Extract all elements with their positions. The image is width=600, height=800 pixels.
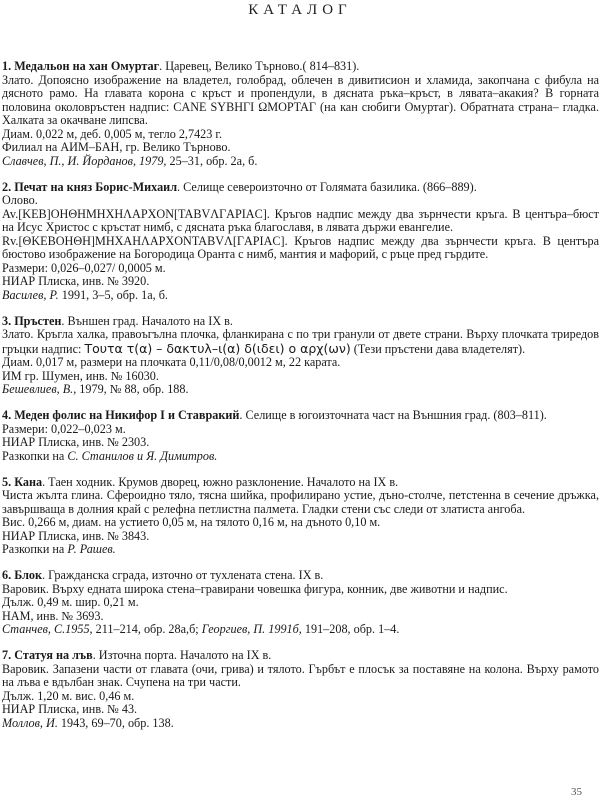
entry-heading: 5. Кана. Таен ходник. Крумов дворец, южно разклонение. Началото на IX в. xyxy=(2,474,399,489)
entry-location: НИАР Плиска, инв. № 43. xyxy=(2,702,138,716)
entry-description-obverse: Av.[KEB]OHΘHMHXHΛAPXON[TABVΛΓAPIAC]. Кръгов надпис между два зърнчести кръга. В центъра–бюст на Исус Христос с кръстат нимб, с дясната ръка благославя, в лявата държи евангелие. xyxy=(2,206,599,234)
entry-dimensions: Дълж. 0,49 м. шир. 0,21 м. xyxy=(2,595,139,609)
entry-heading: 3. Пръстен. Външен град. Началото на IX в. xyxy=(2,313,233,328)
catalog-entry-4 xyxy=(2,409,599,463)
entry-reference: Разкопки на Р. Рашев. xyxy=(2,542,116,556)
catalog-entries xyxy=(2,60,599,743)
catalog-entry-5 xyxy=(2,476,599,557)
entry-heading: 4. Меден фолис на Никифор I и Ставракий. Селище в югоизточната част на Външния град. (803–811). xyxy=(2,408,547,422)
entry-description-reverse: Rv.[ΘKEBOHΘH]MHXAHΛAPXONTABVΛ[ΓAPIAC]. Кръгов надпис между два зърнчести кръга. В центъра бюстово изображение на Богородица Оранта с нимб, мантия и мафорий, с ръце пред гърдите. xyxy=(2,233,599,261)
entry-reference: Моллов, И. 1943, 69–70, обр. 138. xyxy=(2,715,174,730)
entry-heading: 2. Печат на княз Борис-Михаил. Селище североизточно от Голямата базилика. (866–889). xyxy=(2,179,477,194)
entry-description: Варовик. Върху едната широка стена–гравирани човешка фигура, конник, две животни и надпис. xyxy=(2,581,508,596)
entry-reference: Станчев, С.1955, 211–214, обр. 28а,б; Георгиев, П. 1991б, 191–208, обр. 1–4. xyxy=(2,622,400,636)
catalog-entry-1 xyxy=(2,60,599,168)
entry-dimensions: Диам. 0,022 м, деб. 0,005 м, тегло 2,7423 г. xyxy=(2,126,223,141)
entry-reference: Разкопки на С. Станилов и Я. Димитров. xyxy=(2,448,218,463)
entry-location: Филиал на АИМ–БАН, гр. Велико Търново. xyxy=(2,140,231,154)
page-number: 35 xyxy=(571,786,582,798)
catalog-entry-3 xyxy=(2,315,599,397)
entry-reference: Славчев, П., И. Йорданов, 1979, 25–31, обр. 2а, б. xyxy=(2,153,258,168)
entry-heading: 6. Блок. Гражданска сграда, източно от тухлената стена. IX в. xyxy=(2,568,324,582)
entry-dimensions: Вис. 0,266 м, диам. на устието 0,05 м, на тялото 0,16 м, на дъното 0,10 м. xyxy=(2,515,381,529)
entry-location: ИМ гр. Шумен, инв. № 16030. xyxy=(2,368,159,383)
entry-dimensions: Диам. 0,017 м, размери на плочката 0,11/0,08/0,0012 м, 22 карата. xyxy=(2,355,341,369)
page-title: КАТАЛОГ xyxy=(248,2,352,18)
entry-heading: 7. Статуя на лъв. Източна порта. Началото на IX в. xyxy=(2,648,272,662)
entry-dimensions: Дълж. 1,20 м. вис. 0,46 м. xyxy=(2,688,135,703)
entry-location: НАМ, инв. № 3693. xyxy=(2,608,104,623)
catalog-entry-7 xyxy=(2,649,599,730)
catalog-entry-6 xyxy=(2,569,599,637)
entry-reference: Бешевлиев, В., 1979, № 88, обр. 188. xyxy=(2,382,189,396)
entry-dimensions: Размери: 0,022–0,023 м. xyxy=(2,421,126,436)
entry-description: Злато. Кръгла халка, правоъгълна плочка, фланкирана с по три гранули от двете страни. Върху плочката триредов гръцки надпис: Τουτα τ(α) – δακτυλ–ι(α) δ(ιδει) ο αρχ(ων) (Тези пръстени дава владетелят). xyxy=(2,327,599,356)
entry-description: Чиста жълта глина. Сфероидно тяло, тясна шийка, профилирано устие, дъно-столче, петстенна в сечение дръжка, завършваща в долния край с релефна петлистна палмета. Гладки стени със следи от златиста ангоба. xyxy=(2,488,599,516)
catalog-entry-2 xyxy=(2,181,599,303)
entry-location: НИАР Плиска, инв. № 2303. xyxy=(2,435,150,449)
entry-description: Варовик. Запазени части от главата (очи, грива) и тялото. Гърбът е плосък за поставяне на колона. Върху рамото на лъва е вдълбан знак. Счупена на три части. xyxy=(2,661,599,689)
entry-reference: Василев, Р. 1991, 3–5, обр. 1а, б. xyxy=(2,287,168,302)
entry-description: Злато. Допоясно изображение на владетел, голобрад, облечен в дивитисион и хламида, закопчана с фибула на дясното рамо. На главата корона с кръст и пропендули, в дясната ръка–кръст, в лявата–акакия? В горната половина околовръстен надпис: CANE SYBHΓI ΩMOPTAΓ (на кан сюбиги Омуртаг). Обратната страна– гладка. Халката за окачване липсва. xyxy=(2,72,599,127)
greek-inscription: Τουτα τ(α) – δακτυλ–ι(α) δ(ιδει) ο αρχ(ων) xyxy=(84,340,351,356)
entry-location: НИАР Плиска, инв. № 3920. xyxy=(2,274,150,288)
entry-dimensions: Размери: 0,026–0,027/ 0,0005 м. xyxy=(2,260,166,275)
entry-heading: 1. Медальон на хан Омуртаг. Царевец, Велико Търново.( 814–831). xyxy=(2,59,360,73)
entry-material: Олово. xyxy=(2,193,38,207)
entry-location: НИАР Плиска, инв. № 3843. xyxy=(2,528,150,543)
